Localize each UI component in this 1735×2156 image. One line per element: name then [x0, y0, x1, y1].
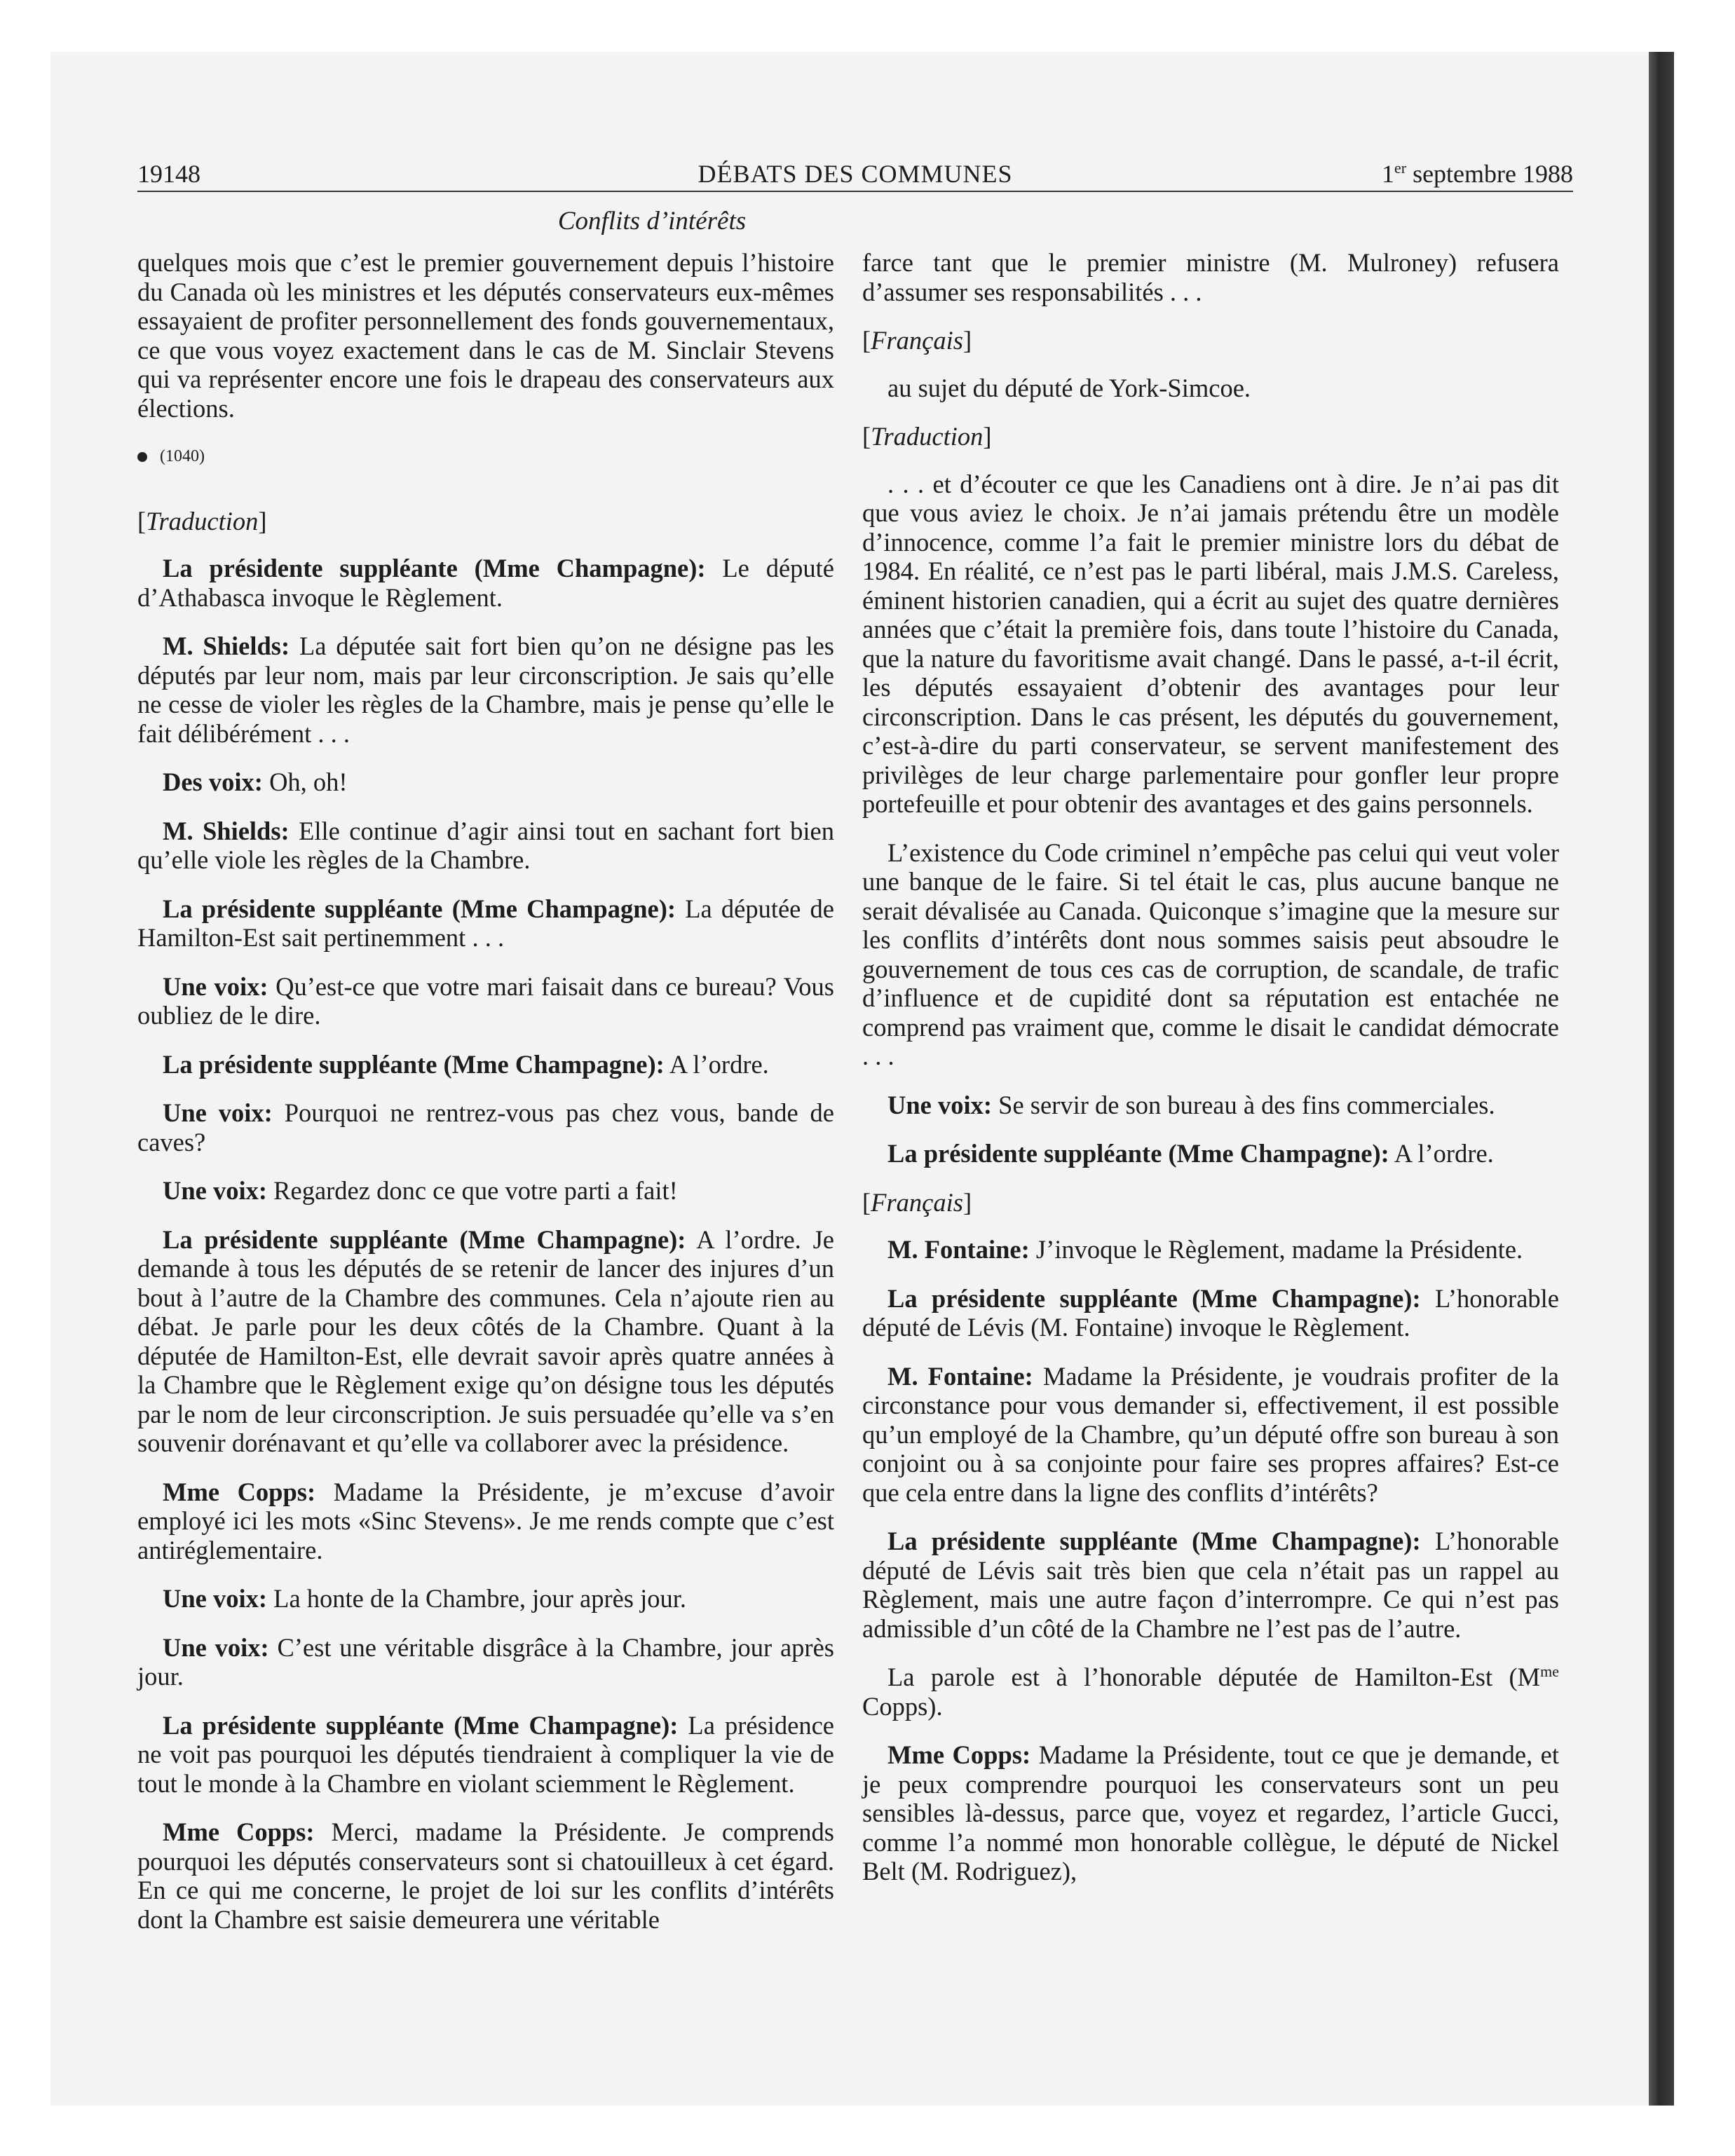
speech-text: A l’ordre.: [1389, 1139, 1494, 1168]
speech-paragraph: [862, 1362, 1559, 1508]
speech-text: A l’ordre. Je demande à tous les députés de se retenir de lancer des injures d’un bout à l’autre de la Chambre des communes. Cela n’ajoute rien au débat. Je parle pour les deux côtés de la Chambre. Quant à la députée de Hamilton-Est, elle devrait savoir après quatre années à la Chambre que le Règlement exige qu’on désigne tous les députés par le nom de leur circonscription. Je suis persuadée qu’elle va s’en souvenir dorénavant et qu’elle va collaborer avec la présidence.: [137, 1224, 835, 1457]
speaker-name: La présidente suppléante: [887, 1139, 1162, 1168]
speech-paragraph: [137, 1225, 834, 1458]
speaker-name: Une voix:: [163, 1176, 268, 1205]
speech-paragraph: [137, 632, 834, 748]
timestamp-marker: [137, 442, 834, 472]
superscript: me: [1540, 1662, 1559, 1680]
bracket-close: ]: [258, 506, 267, 535]
paragraph: quelques mois que c’est le premier gouvernement depuis l’histoire du Canada où les ministres et les députés conservateurs eux-mêmes essayaient de profiter personnellement des fonds gouvernementaux, ce que vous voyez exactement dans le cas de M. Sinclair Stevens qui va représenter encore une fois le drapeau des conservateurs aux élections.: [137, 248, 834, 423]
speech-paragraph: [137, 767, 834, 797]
speech-paragraph: [137, 1584, 834, 1613]
speaker-name: La présidente suppléante: [163, 894, 443, 923]
subject-heading: Conflits d’intérêts: [557, 207, 747, 236]
speaker-name: Mme Copps:: [163, 1817, 315, 1846]
speech-text: La présidence ne voit pas pourquoi les députés tiendraient à compliquer la vie de tout le monde à la Chambre en violant sciemment le Règlement.: [137, 1710, 835, 1798]
header-date-rest: septembre 1988: [1406, 160, 1573, 188]
language-note: [862, 422, 1559, 451]
bullet-icon: [137, 452, 147, 462]
header-date: [1382, 157, 1573, 191]
language-label: Traduction: [146, 506, 259, 535]
speech-paragraph: [137, 1817, 834, 1934]
speech-text: L’honorable député de Lévis sait très bien que cela n’était pas un rappel au Règlement, mais une autre façon d’interrompre. Ce qui n’est pas admissible d’un côté de la Chambre ne l’est pas de l’autre.: [862, 1527, 1560, 1643]
left-column: [137, 248, 834, 1953]
speech-text: C’est une véritable disgrâce à la Chambre, jour après jour.: [137, 1632, 834, 1691]
paragraph-text: La parole est à l’honorable députée de Hamilton-Est (M: [887, 1663, 1541, 1691]
speaker-name: Une voix:: [887, 1090, 993, 1119]
speech-paragraph: [862, 1284, 1559, 1342]
bracket-open: [: [137, 506, 147, 535]
speaker-name: M. Shields:: [163, 816, 290, 845]
speaker-paren: (Mme Champagne):: [443, 1049, 665, 1079]
bracket-open: [: [862, 326, 871, 355]
speaker-name: La présidente suppléante: [163, 554, 458, 582]
speech-paragraph: [137, 1176, 834, 1206]
speech-paragraph: [862, 1235, 1559, 1264]
speaker-paren: (Mme Champagne):: [474, 554, 706, 582]
speech-text: A l’ordre.: [664, 1049, 769, 1079]
speech-text: J’invoque le Règlement, madame la Présidente.: [1029, 1235, 1523, 1264]
speaker-name: La présidente suppléante: [163, 1710, 444, 1740]
speech-paragraph: [137, 1633, 834, 1691]
speech-paragraph: [137, 1478, 834, 1565]
speaker-name: Mme Copps:: [163, 1477, 316, 1506]
speech-text: La députée sait fort bien qu’on ne désigne pas les députés par leur nom, mais par leur circonscription. Je sais qu’elle ne cesse de violer les règles de la Chambre, mais je pense qu’elle le fait délibérément . . .: [137, 632, 834, 748]
right-column: [862, 248, 1559, 1906]
paragraph: au sujet du député de York-Simcoe.: [887, 373, 1251, 402]
speech-paragraph: [137, 1711, 834, 1799]
speaker-name: Une voix:: [163, 1632, 269, 1662]
language-label: Traduction: [871, 422, 984, 451]
paragraph: [862, 1663, 1559, 1721]
speaker-name: Une voix:: [163, 1098, 273, 1127]
page-number: 19148: [137, 160, 200, 188]
speech-paragraph: [137, 972, 834, 1030]
language-label: Français: [871, 326, 963, 355]
speaker-name: La présidente suppléante: [887, 1283, 1178, 1313]
speech-text: L’honorable député de Lévis (M. Fontaine) invoque le Règlement.: [862, 1283, 1560, 1342]
scan-binding-edge: [1649, 52, 1674, 2106]
speaker-paren: (Mme Champagne):: [1168, 1139, 1389, 1168]
speech-paragraph: [862, 1139, 1559, 1168]
speaker-name: La présidente suppléante: [163, 1049, 437, 1079]
timestamp: (1040): [160, 447, 205, 465]
publication-title: DÉBATS DES COMMUNES: [698, 160, 1013, 188]
speech-text: Qu’est-ce que votre mari faisait dans ce bureau? Vous oubliez de le dire.: [137, 971, 834, 1030]
speech-paragraph: [137, 1098, 834, 1157]
speech-text: Regardez donc ce que votre parti a fait!: [267, 1176, 678, 1205]
language-note: [137, 507, 834, 536]
paragraph: farce tant que le premier ministre (M. Mulroney) refusera d’assumer ses responsabilités . . .: [862, 248, 1559, 306]
speech-text: Madame la Présidente, je voudrais profiter de la circonstance pour vous demander si, effectivement, il est possible qu’un employé de la Chambre, qu’un député offre son bureau à son conjoint ou à sa conjointe pour faire ses propres affaires? Est-ce que cela entre dans la ligne des conflits d’intérêts?: [862, 1361, 1559, 1507]
speaker-name: La présidente suppléante: [887, 1527, 1178, 1555]
speech-paragraph: [137, 894, 834, 953]
paragraph: L’existence du Code criminel n’empêche pas celui qui veut voler une banque de le faire. Si tel était le cas, plus aucune banque ne serait dévalisée au Canada. Quiconque s’imagine que la mesure sur les conflits d’intérêts dont nous sommes saisis peut absoudre le gouvernement de tous ces cas de corruption, de scandale, de trafic d’influence et de cupidité dont sa réputation est entachée ne comprend pas vraiment que, comme le disait le candidat démocrate . . .: [862, 838, 1559, 1070]
bracket-open: [: [862, 422, 871, 451]
speech-text: La honte de la Chambre, jour après jour.: [267, 1584, 687, 1613]
speech-paragraph: [137, 554, 834, 612]
speaker-name: Une voix:: [163, 971, 268, 1001]
speaker-name: Une voix:: [163, 1584, 268, 1613]
language-note: [862, 326, 1559, 355]
speech-paragraph: [137, 817, 834, 875]
speaker-name: Des voix:: [163, 767, 263, 796]
language-note: [862, 1188, 1559, 1217]
header-date-sup: er: [1394, 159, 1407, 177]
speech-paragraph: [862, 1527, 1559, 1643]
paragraph-text: Copps).: [862, 1691, 943, 1721]
speaker-paren: (Mme Champagne):: [451, 894, 676, 923]
running-header: [137, 157, 1573, 192]
speech-paragraph: [862, 1740, 1559, 1886]
speaker-paren: (Mme Champagne):: [1192, 1527, 1421, 1555]
speaker-paren: (Mme Champagne):: [1192, 1283, 1421, 1313]
speech-text: Oh, oh!: [262, 767, 348, 796]
paragraph: . . . et d’écouter ce que les Canadiens ont à dire. Je n’ai pas dit que vous aviez le choix. Je n’ai jamais prétendu être un modèle d’innocence, comme l’a fait le premier ministre lors du débat de 1984. En réalité, ce n’est pas le parti libéral, mais J.M.S. Careless, éminent historien canadien, qui a écrit au sujet des quatre dernières années que c’était la première fois, dans toute l’histoire du Canada, que la nature du favoritisme avait changé. Dans le passé, a-t-il écrit, les députés essayaient d’obtenir des avantages pour leur circonscription. Dans le cas présent, les députés du gouvernement, c’est-à-dire du parti conservateur, se servent manifestement des privilèges de leur charge parlementaire pour gonfler leur propre portefeuille et pour obtenir des avantages et des gains personnels.: [862, 469, 1559, 818]
speech-text: Merci, madame la Présidente. Je comprends pourquoi les députés conservateurs sont si chatouilleux à cet égard. En ce qui me concerne, le projet de loi sur les conflits d’intérêts dont la Chambre est saisie demeurera une véritable: [137, 1817, 834, 1934]
speaker-paren: (Mme Champagne):: [454, 1710, 679, 1740]
bracket-close: ]: [983, 422, 992, 451]
bracket-open: [: [862, 1187, 871, 1217]
speech-text: Elle continue d’agir ainsi tout en sachant fort bien qu’elle viole les règles de la Chambre.: [137, 816, 834, 874]
bracket-close: ]: [962, 1187, 972, 1217]
speech-paragraph: [137, 1050, 834, 1079]
speech-text: Se servir de son bureau à des fins commerciales.: [992, 1090, 1495, 1119]
speech-text: La députée de Hamilton-Est sait pertinemment . . .: [137, 894, 834, 952]
speaker-name: M. Shields:: [163, 632, 290, 660]
header-date-day: 1: [1381, 160, 1394, 188]
speech-text: Madame la Présidente, je m’excuse d’avoir employé ici les mots «Sinc Stevens». Je me rends compte que c’est antiréglementaire.: [137, 1477, 834, 1564]
speaker-name: M. Fontaine:: [887, 1361, 1033, 1391]
speech-text: Pourquoi ne rentrez-vous pas chez vous, bande de caves?: [137, 1098, 834, 1157]
bracket-close: ]: [962, 326, 972, 355]
speaker-name: Mme Copps:: [887, 1740, 1031, 1769]
document-page: [137, 157, 1573, 1934]
speech-text: Le député d’Athabasca invoque le Règlement.: [137, 554, 834, 612]
speaker-paren: (Mme Champagne):: [459, 1224, 686, 1254]
speech-text: Madame la Présidente, tout ce que je demande, et je peux comprendre pourquoi les conservateurs sont un peu sensibles là-dessus, parce que, voyez et regardez, l’article Gucci, comme l’a nommé mon honorable collègue, le député de Nickel Belt (M. Rodriguez),: [862, 1740, 1560, 1885]
speaker-name: M. Fontaine:: [887, 1235, 1030, 1264]
speaker-name: La présidente suppléante: [163, 1224, 448, 1254]
language-label: Français: [871, 1187, 963, 1217]
speech-paragraph: [862, 1091, 1559, 1120]
